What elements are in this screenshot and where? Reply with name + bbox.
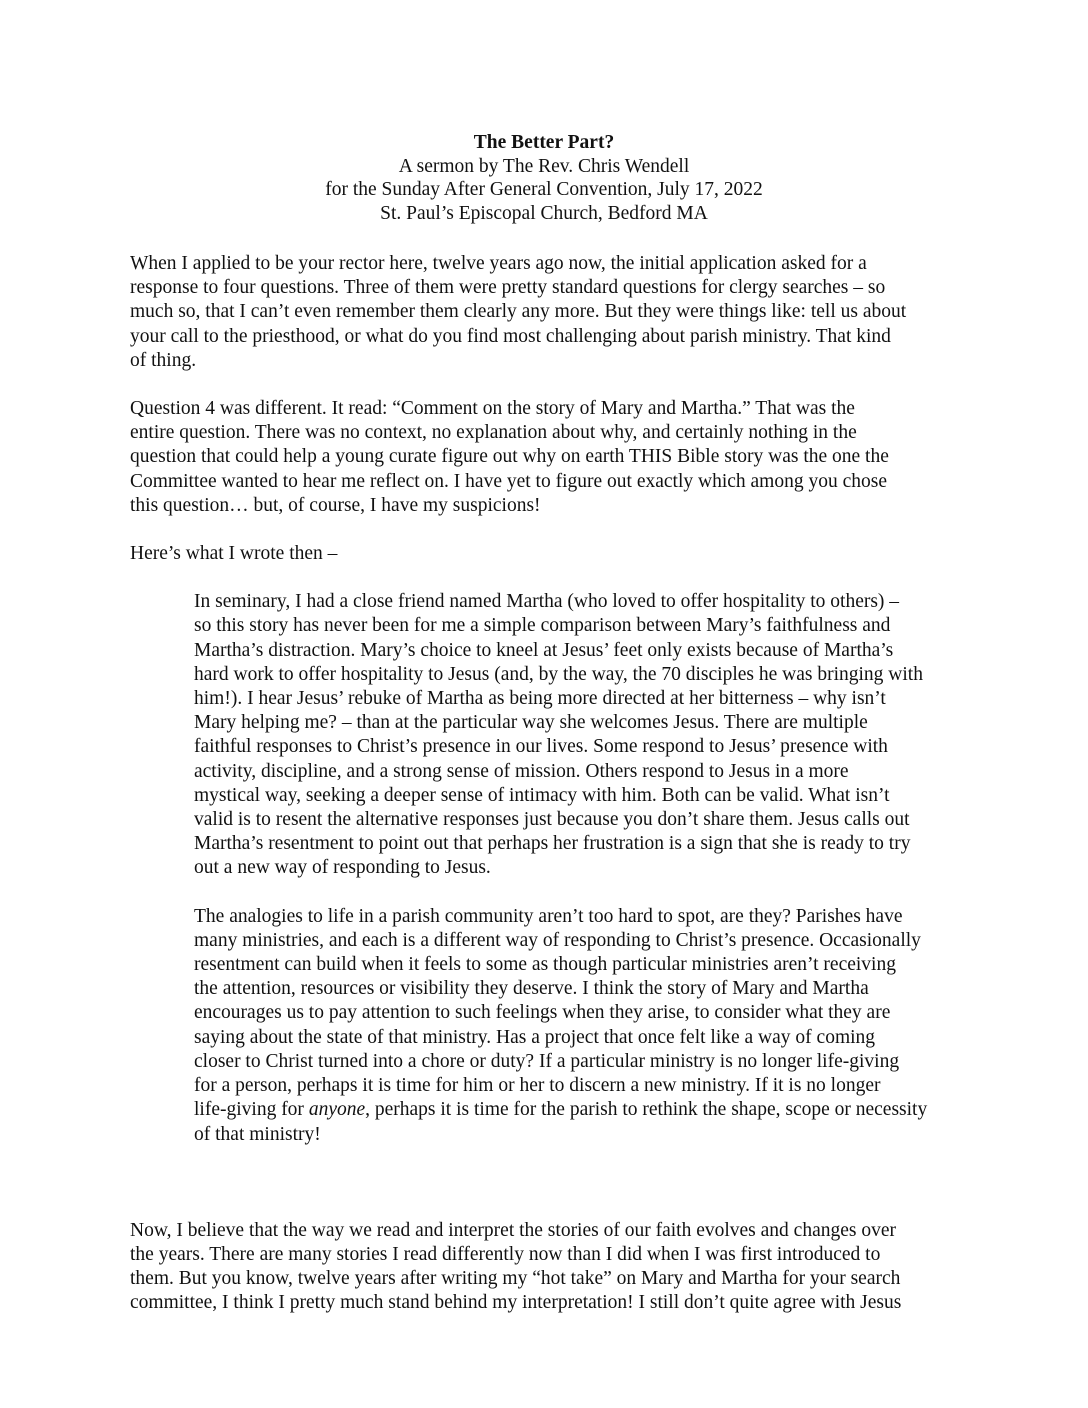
text-line: faithful responses to Christ’s presence in our lives. Some respond to Jesus’ presence with [194, 736, 888, 758]
text-line: Martha’s distraction. Mary’s choice to kneel at Jesus’ feet only exists because of Martha’s [194, 639, 894, 661]
text-line: question that could help a young curate figure out why on earth THIS Bible story was the one the [130, 446, 889, 468]
quote-paragraph-seminary [194, 590, 968, 880]
text-line: him!). I hear Jesus’ rebuke of Martha as being more directed at her bitterness – why isn’t [194, 688, 886, 710]
text-line: activity, discipline, and a strong sense of mission. Others respond to Jesus in a more [194, 760, 849, 782]
sermon-title: The Better Part? [473, 132, 615, 153]
text-run: , perhaps it is time for the parish to rethink the shape, scope or necessity [365, 1099, 928, 1121]
text-line: out a new way of responding to Jesus. [194, 857, 491, 879]
text-line: entire question. There was no context, no explanation about why, and certainly nothing in the [130, 422, 857, 444]
block-quote [194, 590, 968, 1146]
paragraph-what-i-wrote [130, 542, 970, 566]
text-line: closer to Christ turned into a chore or duty? If a particular ministry is no longer life-giving [194, 1050, 900, 1072]
text-line: Martha’s resentment to point out that perhaps her frustration is a sign that she is ready to try [194, 833, 911, 855]
sermon-byline: A sermon by The Rev. Chris Wendell [398, 155, 690, 177]
text-line: response to four questions. Three of them were pretty standard questions for clergy searches – so [130, 277, 886, 299]
text-line: the attention, resources or visibility they deserve. I think the story of Mary and Martha [194, 978, 869, 1000]
text-run: life-giving for [194, 1099, 309, 1121]
emphasis-anyone: anyone [308, 1099, 366, 1121]
text-line: much so, that I can’t even remember them clearly any more. But they were things like: tell us about [130, 301, 907, 323]
text-line: Now, I believe that the way we read and interpret the stories of our faith evolves and changes over [130, 1219, 896, 1241]
paragraph-question-four [130, 397, 970, 518]
section-gap [130, 1171, 970, 1219]
text-line: so this story has never been for me a simple comparison between Mary’s faithfulness and [194, 615, 891, 637]
text-line: In seminary, I had a close friend named Martha (who loved to offer hospitality to others) – [194, 591, 900, 613]
text-line: the years. There are many stories I read differently now than I did when I was first introduced to [130, 1243, 881, 1265]
text-line: hard work to offer hospitality to Jesus (and, by the way, the 70 disciples he was bringing with [194, 663, 923, 685]
text-line: Mary helping me? – than at the particular way she welcomes Jesus. There are multiple [194, 712, 868, 734]
text-line: resentment can build when it feels to some as though particular ministries aren’t receiving [194, 954, 896, 976]
text-line [194, 1098, 968, 1122]
text-line: The analogies to life in a parish community aren’t too hard to spot, are they? Parishes have [194, 905, 903, 927]
text-line: committee, I think I pretty much stand behind my interpretation! I still don’t quite agree with Jesus [130, 1292, 902, 1314]
text-line: your call to the priesthood, or what do you find most challenging about parish ministry. That kind [130, 325, 891, 347]
text-line: valid is to resent the alternative responses just because you don’t share them. Jesus calls out [194, 809, 910, 831]
text-line: saying about the state of that ministry. Has a project that once felt like a way of coming [194, 1026, 876, 1048]
sermon-body [130, 252, 970, 1316]
sermon-header [0, 131, 1088, 225]
text-line: mystical way, seeking a deeper sense of intimacy with him. Both can be valid. What isn’t [194, 784, 890, 806]
text-line: When I applied to be your rector here, twelve years ago now, the initial application asked for a [130, 253, 867, 274]
text-line: encourages us to pay attention to such feelings when they arise, to consider what they are [194, 1002, 891, 1024]
quote-paragraph-parish [194, 905, 968, 1147]
text-line: Question 4 was different. It read: “Comment on the story of Mary and Martha.” That was the [130, 398, 855, 420]
text-line: Here’s what I wrote then – [130, 543, 338, 565]
text-line: for a person, perhaps it is time for him or her to discern a new ministry. If it is no longer [194, 1075, 881, 1097]
text-line: of that ministry! [194, 1123, 321, 1145]
paragraph-interpretation [130, 1219, 970, 1316]
paragraph-application [130, 252, 970, 373]
text-line: many ministries, and each is a different way of responding to Christ’s presence. Occasionally [194, 929, 921, 951]
sermon-place: St. Paul’s Episcopal Church, Bedford MA [380, 202, 708, 224]
text-line: Committee wanted to hear me reflect on. I have yet to figure out exactly which among you chose [130, 470, 887, 492]
text-line: them. But you know, twelve years after writing my “hot take” on Mary and Martha for your search [130, 1268, 901, 1290]
sermon-occasion: for the Sunday After General Convention, July 17, 2022 [325, 179, 763, 200]
text-line: of thing. [130, 349, 197, 371]
text-line: this question… but, of course, I have my suspicions! [130, 494, 541, 516]
